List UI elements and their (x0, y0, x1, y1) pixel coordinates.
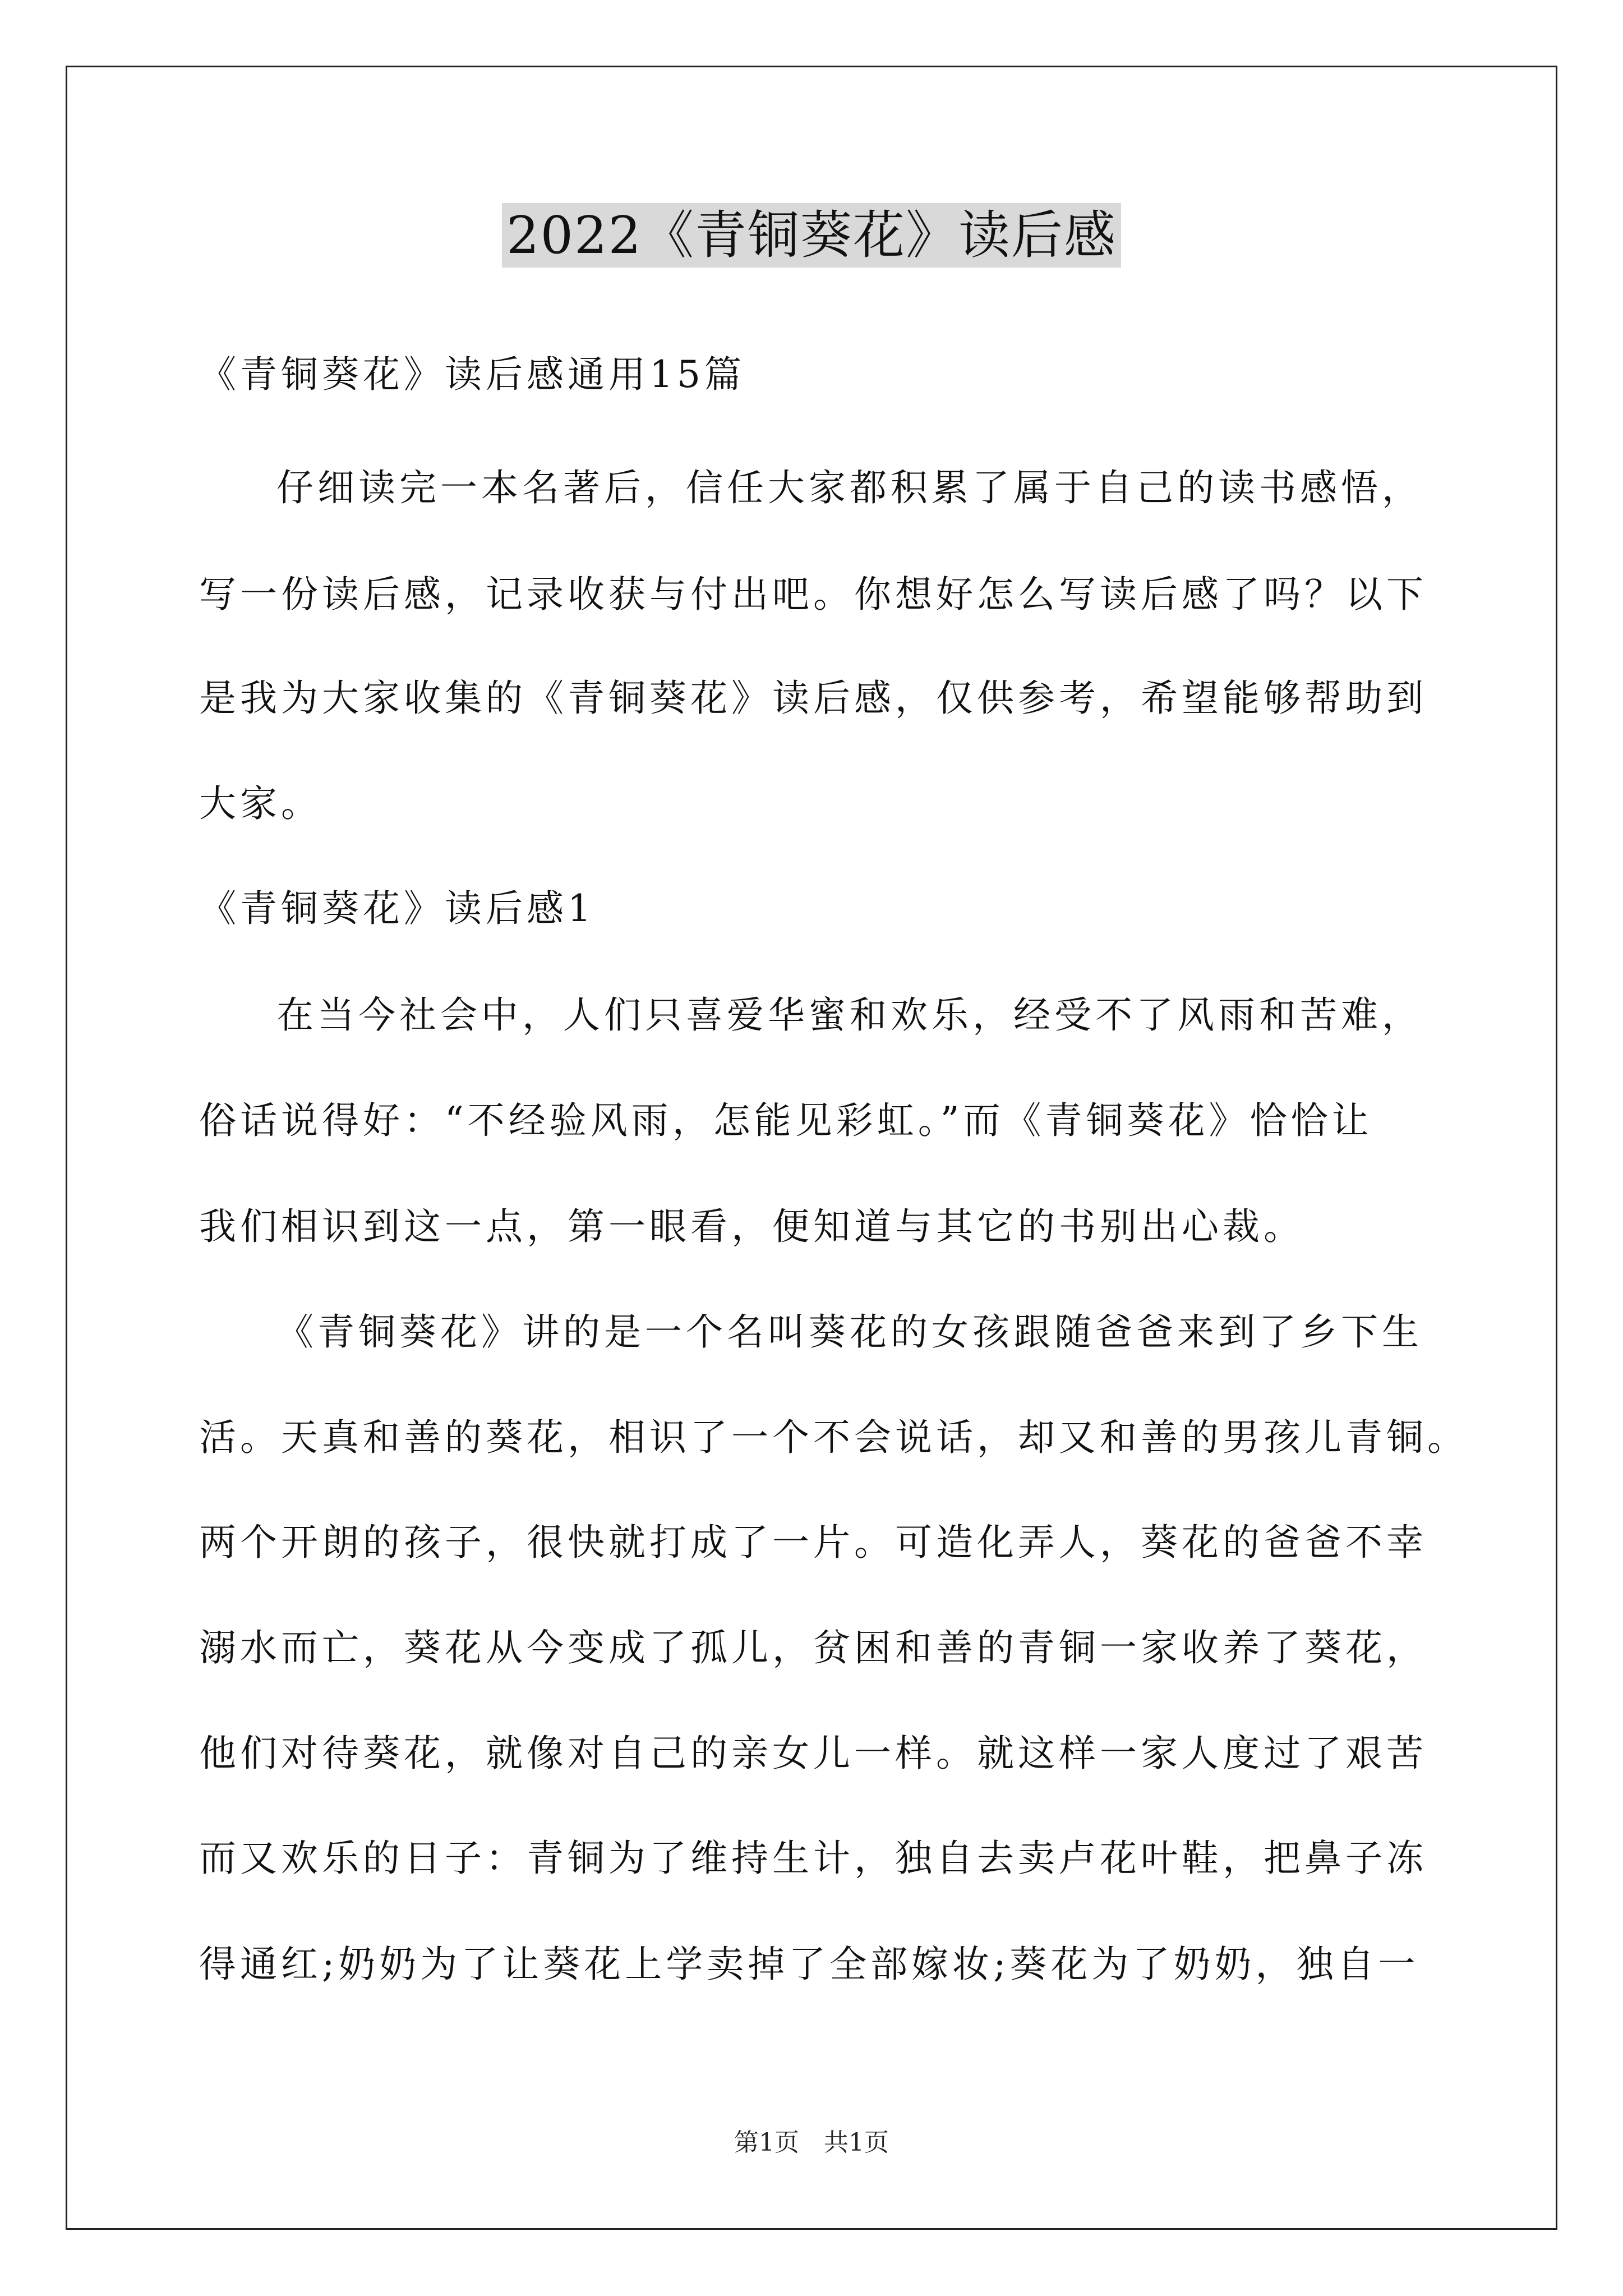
para1-line-1: 在当今社会中，人们只喜爱华蜜和欢乐，经受不了风雨和苦难， (276, 993, 1423, 1037)
page-footer: 第1页 共1页 (734, 2128, 889, 2157)
subtitle: 《青铜葵花》读后感通用15篇 (199, 353, 745, 396)
section-heading: 《青铜葵花》读后感1 (199, 887, 595, 930)
para2-line-2: 活。天真和善的葵花，相识了一个不会说话，却又和善的男孩儿青铜。 (199, 1416, 1468, 1459)
intro-line-4: 大家。 (199, 782, 322, 825)
intro-line-3: 是我为大家收集的《青铜葵花》读后感，仅供参考，希望能够帮助到 (199, 677, 1427, 720)
para2-line-5: 他们对待葵花，就像对自己的亲女儿一样。就这样一家人度过了艰苦 (199, 1732, 1427, 1775)
para2-line-1: 《青铜葵花》讲的是一个名叫葵花的女孩跟随爸爸来到了乡下生 (276, 1310, 1423, 1354)
para1-line-2: 俗话说得好：“不经验风雨，怎能见彩虹。”而《青铜葵花》恰恰让 (199, 1099, 1373, 1142)
intro-line-1: 仔细读完一本名著后，信任大家都积累了属于自己的读书感悟， (276, 466, 1423, 509)
document-title: 2022《青铜葵花》读后感 (0, 199, 1623, 272)
para2-line-3: 两个开朗的孩子，很快就打成了一片。可造化弄人，葵花的爸爸不幸 (199, 1521, 1427, 1564)
intro-line-2: 写一份读后感，记录收获与付出吧。你想好怎么写读后感了吗？以下 (199, 573, 1427, 616)
para1-line-3: 我们相识到这一点，第一眼看，便知道与其它的书别出心裁。 (199, 1205, 1304, 1248)
para2-line-7: 得通红;奶奶为了让葵花上学卖掉了全部嫁妆;葵花为了奶奶，独自一 (199, 1943, 1419, 1986)
para2-line-6: 而又欢乐的日子：青铜为了维持生计，独自去卖卢花叶鞋，把鼻子冻 (199, 1837, 1427, 1880)
para2-line-4: 溺水而亡，葵花从今变成了孤儿，贫困和善的青铜一家收养了葵花， (199, 1626, 1427, 1669)
